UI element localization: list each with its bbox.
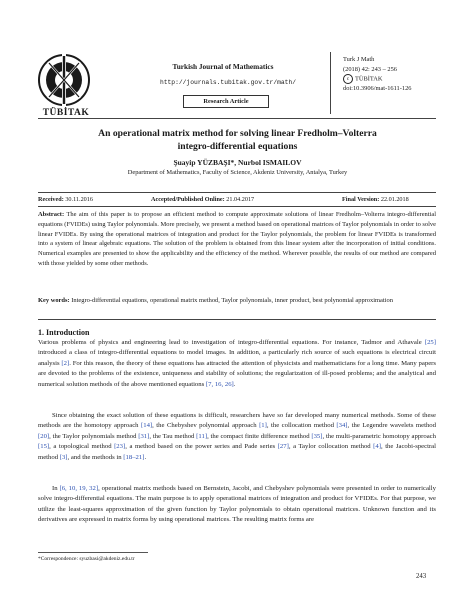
p2-text: , the Legendre wavelets method: [347, 422, 436, 430]
footnote-rule: [38, 552, 148, 553]
p2-text: .: [144, 453, 147, 461]
p2-text: Since obtaining the exact solution of these equations is difficult, researchers have so far developed many numerical methods. Some of these methods are the homotopy approach: [38, 412, 436, 430]
citation-link[interactable]: [3]: [59, 453, 68, 461]
citation-link[interactable]: [15]: [38, 443, 50, 451]
citation-link[interactable]: [20]: [38, 432, 50, 440]
dates-row: [38, 194, 436, 206]
citation-link[interactable]: [6, 10, 19, 32]: [59, 485, 99, 492]
journal-abbr: Turk J Math: [343, 56, 375, 63]
received-label: Received:: [38, 196, 64, 203]
p2-text: , a Taylor collocation method: [288, 443, 374, 451]
citation-link[interactable]: [25]: [424, 339, 436, 346]
p1-text: . For this reason, the theory of these equations has attracted the attention of physicists and mathematicians for a long time. Many papers are devoted to the problems of the existence, uniqueness and stability of solutions; the regularization of ill-posed problems; and the analytical and numerical solution methods of the above mentioned equations: [38, 359, 436, 388]
p2-text: , the Chebyshev polynomial approach: [152, 422, 260, 430]
citation-link[interactable]: [31]: [138, 432, 150, 440]
citation-link[interactable]: [14]: [141, 422, 153, 430]
logo-wordmark: TÜBİTAK: [42, 108, 90, 118]
citation-link[interactable]: [18–21]: [123, 453, 145, 461]
copyright-holder: TÜBİTAK: [355, 75, 383, 83]
citation-link[interactable]: [23]: [114, 443, 126, 451]
intro-paragraph-1: [38, 338, 436, 390]
final-value: 22.01.2018: [380, 196, 409, 203]
p2-text: , the compact finite difference method: [207, 432, 312, 440]
p2-text: , the collocation method: [266, 422, 337, 430]
affiliation: Department of Mathematics, Faculty of Science, Akdeniz University, Antalya, Turkey: [127, 169, 348, 176]
accepted-date: [151, 194, 254, 206]
citation-link[interactable]: [2]: [61, 359, 70, 367]
p1-text: introduced a class of integro-differential equations to model images. In addition, a particularly rich source of such equations is electrical circuit analysis: [38, 349, 436, 367]
volume-pages: (2018) 42: 243 – 256: [343, 65, 397, 73]
section-heading: 1. Introduction: [38, 328, 90, 337]
header-divider: [330, 52, 331, 114]
abstract-label: Abstract:: [38, 211, 65, 218]
journal-info: [343, 55, 463, 94]
keywords: [38, 296, 436, 306]
p3-text: , operational matrix methods based on Bernstein, Jacobi, and Chebyshev polynomials were presented in order to numerically solve integro-differential equations. The main purpose is to apply operational matrices of integration and product for VFIDEs. For that purpose, we utilize the least-squares approximation of the given function by Taylor polynomials to obtain operational matrices. Unknown function and its derivatives are expressed in matrix forms by using operational matrices. The resulting matrix forms are: [38, 485, 436, 524]
abstract: [38, 210, 436, 269]
p2-text: , a topological method: [49, 443, 115, 451]
abstract-rule: [38, 319, 436, 320]
citation-link[interactable]: [4]: [373, 443, 381, 451]
title-line-2: integro-differential equations: [177, 141, 298, 152]
keywords-label: Key words:: [38, 297, 70, 304]
page-number: 243: [416, 573, 427, 580]
title-line-1: An operational matrix method for solving linear Fredholm–Volterra: [98, 128, 377, 139]
p2-text: , the Jacobi-spectral method: [38, 443, 436, 461]
p2-text: , the multi-parametric homotopy approach: [322, 432, 436, 440]
citation-link[interactable]: [34]: [336, 422, 348, 430]
received-value: 30.11.2016: [65, 196, 93, 203]
final-label: Final Version:: [342, 196, 380, 203]
intro-paragraph-2: [38, 411, 436, 463]
p1-text: Various problems of physics and engineering lead to investigation of integro-differential equations. For instance, Tadmor and Athavale: [38, 339, 425, 346]
accepted-label: Accepted/Published Online:: [151, 196, 225, 203]
p2-text: , a method based on the power series and Pade series: [125, 443, 278, 451]
journal-url[interactable]: http://journals.tubitak.gov.tr/math/: [159, 79, 297, 86]
p2-text: , the Tau method: [149, 432, 197, 440]
dates-bottom-rule: [38, 206, 436, 207]
abstract-text: The aim of this paper is to propose an efficient method to compute approximate solutions of linear Fredholm–Volterra integro-differential equations (FVIDEs) using Taylor polynomials. More precisely, we present a method based on operational matrices of Taylor polynomials in order to solve linear FVIDEs. By using the operational matrices of integration and product for the Taylor polynomials, the problem for linear FVIDEs is transformed into a system of linear algebraic equations. The solution of the problem is obtained from this linear system after the incorporation of initial conditions. Numerical examples are presented to show the applicability and the efficiency of the method. Wherever possible, the results of our method are compared with those yielded by some other methods.: [38, 211, 436, 267]
dates-top-rule: [38, 192, 436, 193]
tubitak-logo: [38, 52, 90, 110]
citation-link[interactable]: [27]: [277, 443, 289, 451]
journal-title: Turkish Journal of Mathematics: [172, 62, 274, 71]
citation-link[interactable]: [11]: [196, 432, 208, 440]
p1-text: .: [233, 380, 236, 388]
final-date: [342, 194, 409, 206]
received-date: [38, 194, 93, 206]
p2-text: , the Taylor polynomials method: [49, 432, 139, 440]
citation-link[interactable]: [35]: [311, 432, 323, 440]
header-rule: [38, 118, 436, 119]
citation-link[interactable]: [7, 16, 26]: [205, 380, 234, 388]
keywords-text: Integro-differential equations, operational matrix method, Taylor polynomials, inner product, best polynomial approximation: [71, 297, 393, 304]
citation-link[interactable]: [1]: [259, 422, 267, 430]
accepted-value: 21.04.2017: [226, 196, 255, 203]
intro-paragraph-3: [38, 484, 436, 526]
copyright-line: [343, 74, 463, 84]
doi[interactable]: doi:10.3906/mat-1611-126: [343, 85, 412, 93]
authors: Şuayip YÜZBAŞI*, Nurbol ISMAILOV: [173, 158, 302, 167]
article-title: [40, 127, 435, 153]
p3-text: In: [52, 485, 60, 492]
copyright-icon: c: [343, 74, 353, 84]
p2-text: , and the methods in: [67, 453, 124, 461]
footnote: *Correspondence: syuzbasi@akdeniz.edu.tr: [38, 556, 135, 562]
article-type-badge: Research Article: [183, 95, 269, 108]
